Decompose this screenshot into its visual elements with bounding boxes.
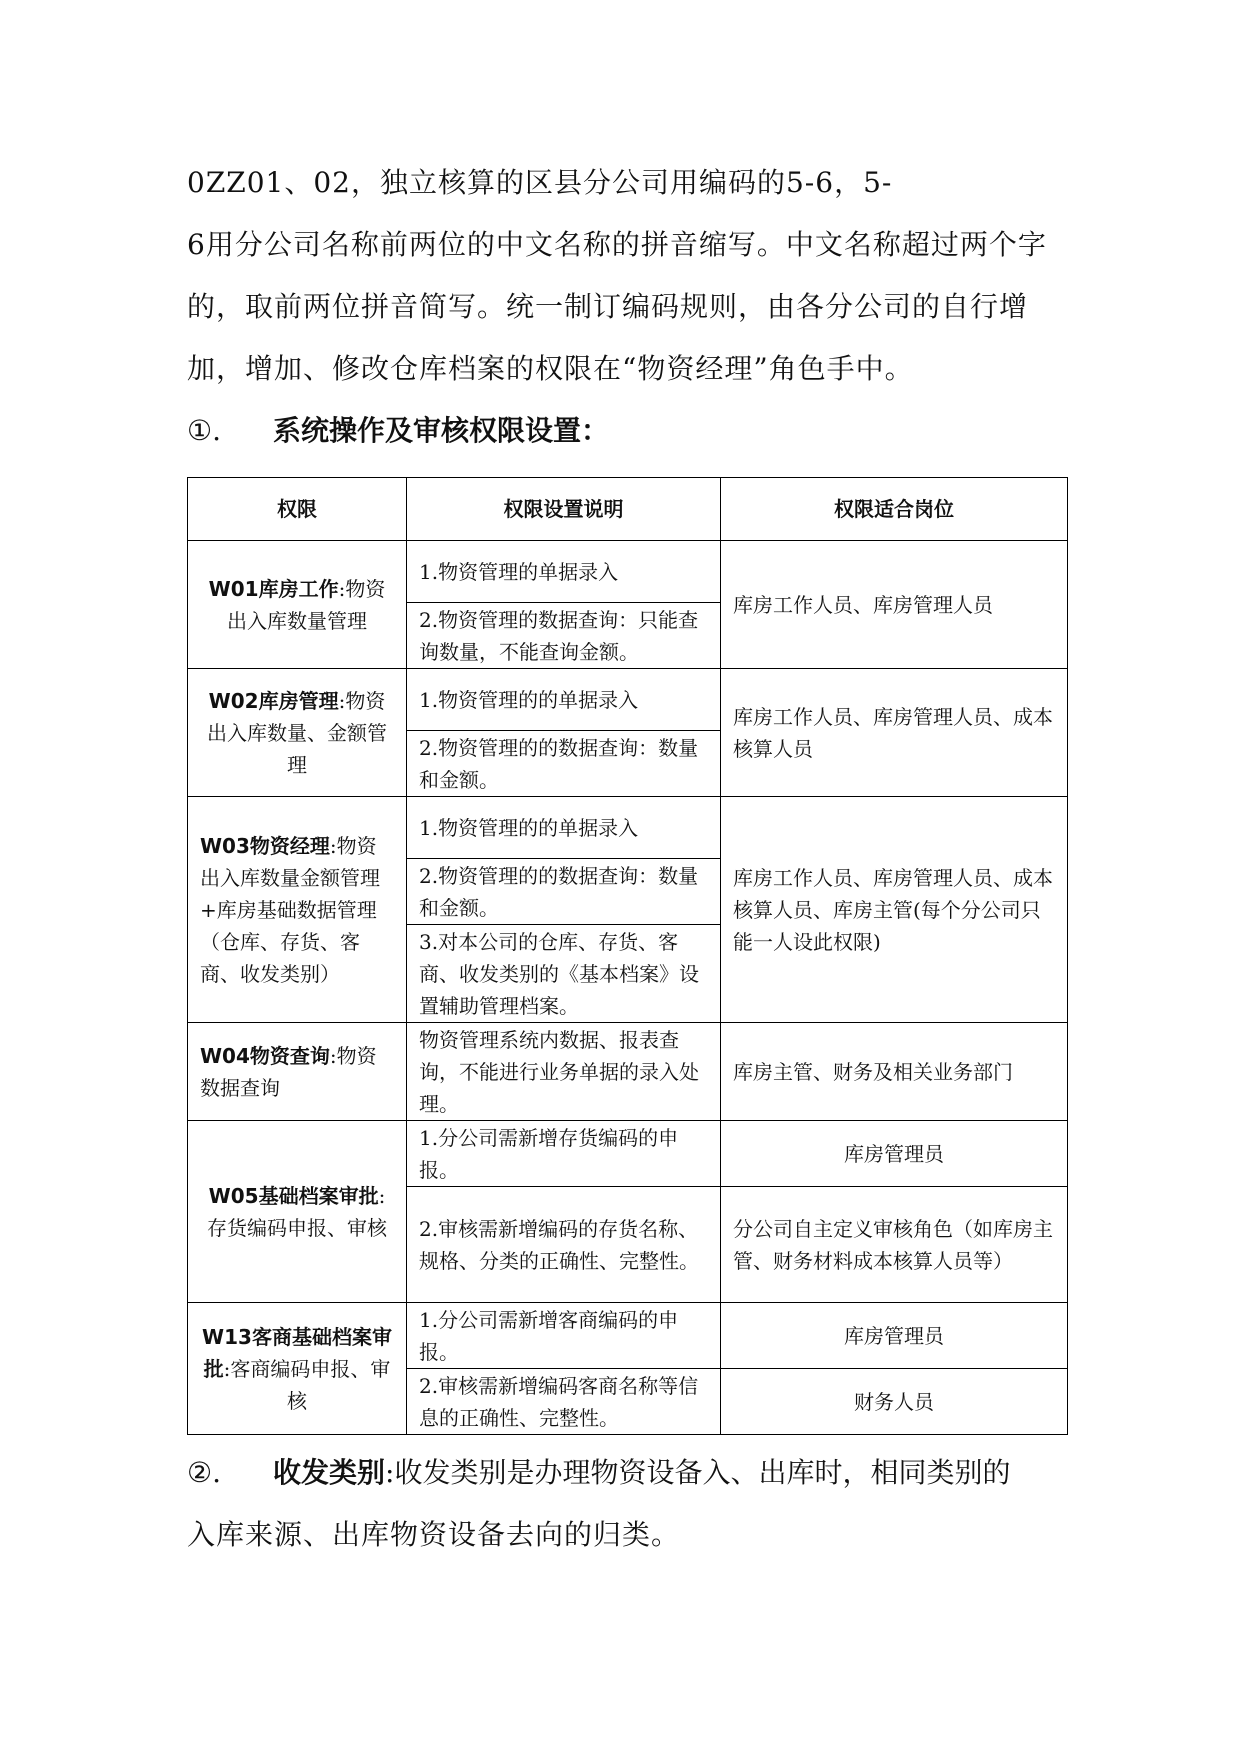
table-header-row [188,478,1068,541]
perm-cell-w13 [188,1303,407,1435]
desc-item: 2.审核需新增编码的存货名称、规格、分类的正确性、完整性。 [407,1187,721,1303]
section-2-marker: ②. [187,1456,222,1489]
desc-item: 1.物资管理的单据录入 [407,541,721,603]
perm-code: W02库房管理 [208,688,339,713]
perm-desc: :物资出入库数量管理 [227,576,386,633]
intro-line-3: 的，取前两位拼音简写。统一制订编码规则，由各分公司的自行增 [187,290,1029,323]
roles-cell: 库房管理员 [721,1303,1068,1369]
desc-item: 2.审核需新增编码客商名称等信息的正确性、完整性。 [407,1369,721,1435]
intro-line-2: 6用分公司名称前两位的中文名称的拼音缩写。中文名称超过两个字 [187,228,1047,261]
table-row [188,1023,1068,1121]
desc-item: 2.物资管理的的数据查询：数量和金额。 [407,731,721,797]
section-2-line-2: 入库来源、出库物资设备去向的归类。 [187,1518,681,1551]
perm-cell-w02 [188,669,407,797]
desc-item: 1.物资管理的的单据录入 [407,669,721,731]
intro-line-4: 加，增加、修改仓库档案的权限在“物资经理”角色手中。 [187,352,914,385]
desc-item: 1.物资管理的的单据录入 [407,797,721,859]
table-row [188,1121,1068,1187]
perm-code: W03物资经理 [200,833,330,858]
section-1-heading [187,411,1067,451]
perm-desc: :物资数据查询 [200,1043,377,1100]
permission-table [187,477,1068,1435]
section-1-marker: ①. [187,414,222,447]
roles-cell: 库房管理员 [721,1121,1068,1187]
desc-item: 1.分公司需新增存货编码的申报。 [407,1121,721,1187]
roles-cell: 库房工作人员、库房管理人员 [721,541,1068,669]
header-description: 权限设置说明 [407,478,721,541]
perm-code: W13客商基础档案审批 [202,1324,392,1381]
perm-code: W05基础档案审批 [208,1183,379,1208]
perm-cell-w01 [188,541,407,669]
perm-desc: :物资出入库数量、金额管理 [207,688,387,777]
table-row [188,541,1068,603]
table-row [188,669,1068,731]
perm-desc: :存货编码申报、审核 [207,1183,387,1240]
perm-cell-w03 [188,797,407,1023]
perm-cell-w05 [188,1121,407,1303]
intro-line-1: 0ZZ01、02，独立核算的区县分公司用编码的5-6，5- [187,166,893,199]
desc-item: 2.物资管理的的数据查询：数量和金额。 [407,859,721,925]
perm-cell-w04 [188,1023,407,1121]
section-1-title: 系统操作及审核权限设置： [273,414,610,447]
roles-cell: 库房主管、财务及相关业务部门 [721,1023,1068,1121]
perm-code: W04物资查询 [200,1043,330,1068]
roles-cell: 分公司自主定义审核角色（如库房主管、财务材料成本核算人员等） [721,1187,1068,1303]
header-permission: 权限 [188,478,407,541]
desc-item: 2.物资管理的数据查询：只能查询数量，不能查询金额。 [407,603,721,669]
section-2-text: :收发类别是办理物资设备入、出库时，相同类别的 [385,1456,1011,1489]
desc-item: 3.对本公司的仓库、存货、客商、收发类别的《基本档案》设置辅助管理档案。 [407,925,721,1023]
perm-desc: :客商编码申报、审核 [223,1356,391,1413]
header-positions: 权限适合岗位 [721,478,1068,541]
roles-cell: 库房工作人员、库房管理人员、成本核算人员 [721,669,1068,797]
roles-cell: 财务人员 [721,1369,1068,1435]
roles-cell: 库房工作人员、库房管理人员、成本核算人员、库房主管(每个分公司只能一人设此权限) [721,797,1068,1023]
section-2-heading [187,1453,1067,1493]
desc-item: 物资管理系统内数据、报表查询，不能进行业务单据的录入处理。 [407,1023,721,1121]
perm-desc: :物资出入库数量金额管理+库房基础数据管理（仓库、存货、客商、收发类别） [200,833,380,986]
perm-code: W01库房工作 [208,576,339,601]
table-row [188,797,1068,859]
table-row [188,1303,1068,1369]
desc-item: 1.分公司需新增客商编码的申报。 [407,1303,721,1369]
section-2-title: 收发类别 [273,1456,386,1489]
